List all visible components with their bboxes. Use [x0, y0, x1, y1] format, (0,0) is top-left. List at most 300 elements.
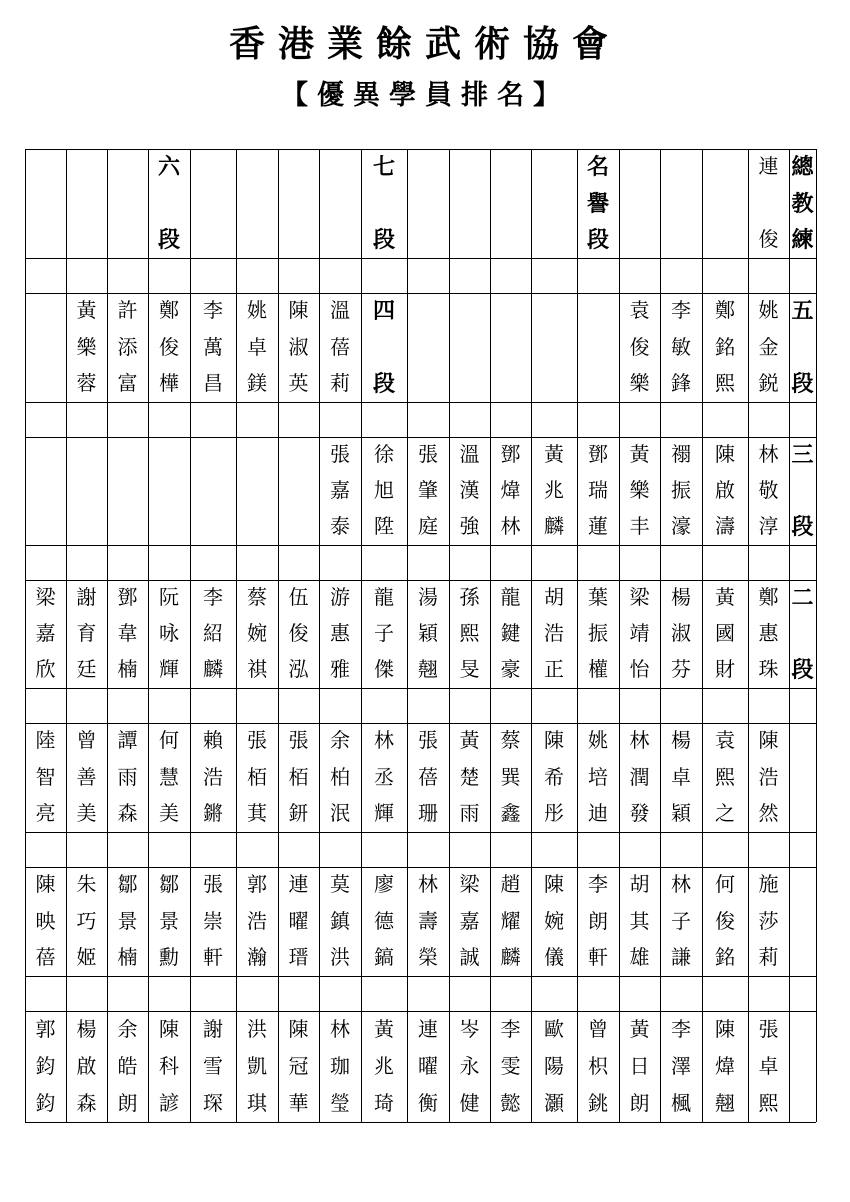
member-name-char: 陳: [715, 1016, 735, 1041]
member-name-char: 崇: [203, 908, 223, 933]
member-name-char: 陳: [544, 872, 564, 897]
table-hline: [25, 867, 816, 868]
member-name-char: 雯: [500, 1053, 521, 1078]
member-name-char: 李: [500, 1016, 521, 1041]
member-name-char: 壽: [418, 908, 438, 933]
table-hline: [25, 1011, 816, 1012]
member-name-char: 樂: [76, 334, 97, 359]
member-name-char: 婉: [247, 621, 267, 645]
member-name-char: 莎: [758, 908, 779, 933]
member-name-char: 翹: [418, 657, 438, 681]
member-name-char: 富: [117, 370, 138, 395]
member-name-char: 張: [418, 728, 438, 753]
member-name-char: 軒: [203, 944, 223, 969]
member-name-char: 張: [288, 728, 309, 753]
member-name-char: 曜: [288, 908, 309, 933]
member-name-char: 陳: [758, 728, 779, 753]
member-name-char: 鍵: [500, 621, 521, 645]
member-name-char: 樂: [629, 478, 650, 502]
member-name-char: 熙: [715, 370, 735, 395]
member-name-char: 梁: [629, 585, 650, 609]
member-name-char: 麟: [544, 514, 564, 538]
member-name-char: 巽: [500, 764, 521, 789]
member-name-char: 育: [76, 621, 97, 645]
member-name-char: 張: [247, 728, 267, 753]
member-name-char: 孫: [459, 585, 480, 609]
member-name-char: 鄭: [758, 585, 779, 609]
rank-label-char: 三: [791, 442, 814, 468]
member-name-char: 雨: [117, 764, 138, 789]
rank-label-char: 段: [586, 226, 609, 253]
member-name-char: 李: [671, 298, 691, 323]
member-name-char: 傑: [374, 657, 394, 681]
member-name-char: 枳: [588, 1053, 608, 1078]
rank-label-char: 五: [791, 298, 814, 325]
member-name-char: 鋒: [671, 370, 691, 395]
member-name-char: 華: [288, 1090, 309, 1115]
page-subtitle: 【優異學員排名】: [281, 80, 569, 111]
member-name-char: 兆: [544, 478, 564, 502]
member-name-char: 卓: [758, 1053, 779, 1078]
member-name-char: 培: [588, 764, 608, 789]
rank-label-char: 段: [791, 657, 814, 683]
member-name-char: 鏘: [203, 800, 223, 825]
table-hline: [25, 545, 816, 546]
member-name-char: 楠: [117, 657, 138, 681]
member-name-char: 林: [500, 514, 521, 538]
member-name-char: 鈞: [35, 1090, 56, 1115]
member-name-char: 趙: [500, 872, 521, 897]
member-name-char: 冠: [288, 1053, 309, 1078]
member-name-char: 余: [117, 1016, 138, 1041]
member-name-char: 姚: [588, 728, 608, 753]
member-name-char: 蓮: [588, 514, 608, 538]
table-hline: [25, 832, 816, 833]
member-name-char: 禤: [671, 442, 691, 466]
member-name-char: 鎬: [374, 944, 394, 969]
member-name-char: 咏: [159, 621, 179, 645]
table-vline: [816, 149, 817, 1122]
member-name-char: 陳: [288, 298, 309, 323]
rank-label-char: 教: [791, 190, 814, 217]
member-name-char: 鎮: [330, 908, 350, 933]
member-name-char: 湯: [418, 585, 438, 609]
member-name-char: 李: [203, 585, 223, 609]
member-name-char: 梁: [35, 585, 56, 609]
rank-label-char: 段: [157, 226, 180, 253]
member-name-char: 泓: [288, 657, 309, 681]
member-name-char: 景: [117, 908, 138, 933]
member-name-char: 然: [758, 800, 779, 825]
member-name-char: 莉: [758, 944, 779, 969]
table-hline: [25, 437, 816, 438]
member-name-char: 黃: [544, 442, 564, 466]
table-hline: [25, 580, 816, 581]
member-name-char: 余: [330, 728, 350, 753]
member-name-char: 陳: [35, 872, 56, 897]
table-hline: [25, 293, 816, 294]
member-name-char: 美: [159, 800, 179, 825]
member-name-char: 黃: [374, 1016, 394, 1041]
member-name-char: 國: [715, 621, 735, 645]
member-name-char: 瀚: [247, 944, 267, 969]
member-name-char: 曾: [588, 1016, 608, 1041]
member-name-char: 瑞: [588, 478, 608, 502]
rank-label-char: 段: [372, 226, 395, 253]
member-name-char: 彤: [544, 800, 564, 825]
member-name-char: 郭: [35, 1016, 56, 1041]
member-name-char: 黃: [629, 1016, 650, 1041]
member-name-char: 朗: [629, 1090, 650, 1115]
member-name-char: 楊: [671, 585, 691, 609]
member-name-char: 萁: [247, 800, 267, 825]
member-name-char: 健: [459, 1090, 480, 1115]
member-name-char: 泯: [330, 800, 350, 825]
member-name-char: 游: [330, 585, 350, 609]
member-name-char: 譚: [117, 728, 138, 753]
member-name-char: 振: [671, 478, 691, 502]
member-name-char: 慧: [159, 764, 179, 789]
member-name-char: 林: [671, 872, 691, 897]
member-name-char: 蓓: [330, 334, 350, 359]
member-name-char: 權: [588, 657, 608, 681]
member-name-char: 鑫: [500, 800, 521, 825]
member-name-char: 李: [203, 298, 223, 323]
member-name-char: 袁: [715, 728, 735, 753]
member-name-char: 敏: [671, 334, 691, 359]
member-name-char: 勳: [159, 944, 179, 969]
member-name-char: 煒: [715, 1053, 735, 1078]
member-name-char: 旻: [459, 657, 480, 681]
member-name-char: 強: [459, 514, 480, 538]
member-name-char: 鄧: [117, 585, 138, 609]
member-name-char: 謝: [203, 1016, 223, 1041]
member-name-char: 俊: [288, 621, 309, 645]
member-name-char: 林: [374, 728, 394, 753]
member-name-char: 朗: [588, 908, 608, 933]
table-hline: [25, 1122, 816, 1123]
member-name-char: 輝: [159, 657, 179, 681]
member-name-char: 俊: [715, 908, 735, 933]
member-name-char: 鄧: [588, 442, 608, 466]
member-name-char: 豪: [500, 657, 521, 681]
member-name-char: 何: [159, 728, 179, 753]
member-name-char: 林: [758, 442, 779, 466]
rank-label-char: 練: [791, 226, 814, 253]
member-name-char: 欣: [35, 657, 56, 681]
member-name-char: 森: [117, 800, 138, 825]
member-name-char: 浩: [247, 908, 267, 933]
member-name-char: 潤: [629, 764, 650, 789]
member-name-char: 浩: [203, 764, 223, 789]
member-name-char: 陳: [715, 442, 735, 466]
member-name-char: 榮: [418, 944, 438, 969]
member-name-char: 莫: [330, 872, 350, 897]
member-name-char: 姚: [247, 298, 267, 323]
ranking-table: [25, 149, 816, 1122]
member-name-char: 熙: [459, 621, 480, 645]
member-name-char: 葉: [588, 585, 608, 609]
rank-label-char: 總: [791, 154, 814, 181]
member-name-char: 映: [35, 908, 56, 933]
member-name-char: 張: [758, 1016, 779, 1041]
member-name-char: 溫: [330, 298, 350, 323]
member-name-char: 黃: [629, 442, 650, 466]
member-name-char: 徐: [374, 442, 394, 466]
member-name-char: 陞: [374, 514, 394, 538]
rank-label-char: 段: [372, 370, 395, 397]
member-name-char: 英: [288, 370, 309, 395]
member-name-char: 鄧: [500, 442, 521, 466]
table-hline: [25, 402, 816, 403]
member-name-char: 曾: [76, 728, 97, 753]
member-name-char: 婉: [544, 908, 564, 933]
rank-label-char: 名: [586, 154, 609, 181]
member-name-char: 張: [203, 872, 223, 897]
member-name-char: 伍: [288, 585, 309, 609]
member-name-char: 蓉: [76, 370, 97, 395]
member-name-char: 俊: [758, 226, 779, 251]
member-name-char: 鈃: [288, 800, 309, 825]
member-name-char: 袁: [629, 298, 650, 323]
member-name-char: 賴: [203, 728, 223, 753]
member-name-char: 庭: [418, 514, 438, 538]
member-name-char: 熙: [715, 764, 735, 789]
member-name-char: 肇: [418, 478, 438, 502]
member-name-char: 楓: [671, 1090, 691, 1115]
member-name-char: 梁: [459, 872, 480, 897]
member-name-char: 蓓: [418, 764, 438, 789]
member-name-char: 浩: [544, 621, 564, 645]
member-name-char: 龍: [500, 585, 521, 609]
member-name-char: 灝: [544, 1090, 564, 1115]
member-name-char: 凱: [247, 1053, 267, 1078]
member-name-char: 卓: [247, 334, 267, 359]
member-name-char: 祺: [247, 657, 267, 681]
member-name-char: 樂: [629, 370, 650, 395]
member-name-char: 珈: [330, 1053, 350, 1078]
member-name-char: 穎: [418, 621, 438, 645]
member-name-char: 皓: [117, 1053, 138, 1078]
member-name-char: 淑: [671, 621, 691, 645]
member-name-char: 澤: [671, 1053, 691, 1078]
member-name-char: 琛: [203, 1090, 223, 1115]
table-hline: [25, 723, 816, 724]
member-name-char: 琦: [374, 1090, 394, 1115]
member-name-char: 廷: [76, 657, 97, 681]
member-name-char: 陸: [35, 728, 56, 753]
member-name-char: 李: [588, 872, 608, 897]
member-name-char: 永: [459, 1053, 480, 1078]
member-name-char: 紹: [203, 621, 223, 645]
member-name-char: 漢: [459, 478, 480, 502]
member-name-char: 子: [671, 908, 691, 933]
member-name-char: 俊: [159, 334, 179, 359]
member-name-char: 鈞: [35, 1053, 56, 1078]
member-name-char: 胡: [544, 585, 564, 609]
member-name-char: 嘉: [35, 621, 56, 645]
member-name-char: 黃: [76, 298, 97, 323]
member-name-char: 鄭: [159, 298, 179, 323]
member-name-char: 鄭: [715, 298, 735, 323]
member-name-char: 巧: [76, 908, 97, 933]
member-name-char: 鎂: [247, 370, 267, 395]
member-name-char: 子: [374, 621, 394, 645]
member-name-char: 連: [418, 1016, 438, 1041]
member-name-char: 朱: [76, 872, 97, 897]
member-name-char: 煒: [500, 478, 521, 502]
member-name-char: 鄒: [159, 872, 179, 897]
member-name-char: 曜: [418, 1053, 438, 1078]
member-name-char: 怡: [629, 657, 650, 681]
member-name-char: 許: [117, 298, 138, 323]
member-name-char: 輝: [374, 800, 394, 825]
member-name-char: 金: [758, 334, 779, 359]
member-name-char: 銘: [715, 334, 735, 359]
member-name-char: 懿: [500, 1090, 521, 1115]
member-name-char: 姬: [76, 944, 97, 969]
member-name-char: 廖: [374, 872, 394, 897]
member-name-char: 鄒: [117, 872, 138, 897]
member-name-char: 啟: [715, 478, 735, 502]
member-name-char: 連: [288, 872, 309, 897]
member-name-char: 雪: [203, 1053, 223, 1078]
member-name-char: 琪: [247, 1090, 267, 1115]
member-name-char: 楠: [117, 944, 138, 969]
member-name-char: 日: [629, 1053, 650, 1078]
member-name-char: 濤: [715, 514, 735, 538]
member-name-char: 雄: [629, 944, 650, 969]
member-name-char: 科: [159, 1053, 179, 1078]
member-name-char: 銘: [715, 944, 735, 969]
member-name-char: 穎: [671, 800, 691, 825]
member-name-char: 瑨: [288, 944, 309, 969]
member-name-char: 銚: [588, 1090, 608, 1115]
member-name-char: 卓: [671, 764, 691, 789]
rank-label-char: 四: [372, 298, 395, 325]
member-name-char: 迪: [588, 800, 608, 825]
member-name-char: 胡: [629, 872, 650, 897]
member-name-char: 瑩: [330, 1090, 350, 1115]
member-name-char: 洪: [330, 944, 350, 969]
member-name-char: 惠: [758, 621, 779, 645]
member-name-char: 珠: [758, 657, 779, 681]
member-name-char: 謙: [671, 944, 691, 969]
member-name-char: 雅: [330, 657, 350, 681]
member-name-char: 麟: [500, 944, 521, 969]
rank-label-char: 段: [791, 514, 814, 540]
member-name-char: 濠: [671, 514, 691, 538]
member-name-char: 陽: [544, 1053, 564, 1078]
member-name-char: 柏: [330, 764, 350, 789]
rank-label-char: 七: [372, 154, 395, 181]
member-name-char: 淳: [758, 514, 779, 538]
member-name-char: 亮: [35, 800, 56, 825]
member-name-char: 智: [35, 764, 56, 789]
member-name-char: 麟: [203, 657, 223, 681]
member-name-char: 淑: [288, 334, 309, 359]
member-name-char: 何: [715, 872, 735, 897]
member-name-char: 美: [76, 800, 97, 825]
member-name-char: 楊: [671, 728, 691, 753]
member-name-char: 之: [715, 800, 735, 825]
member-name-char: 敬: [758, 478, 779, 502]
member-name-char: 陳: [288, 1016, 309, 1041]
member-name-char: 萬: [203, 334, 223, 359]
member-name-char: 振: [588, 621, 608, 645]
member-name-char: 嘉: [459, 908, 480, 933]
member-name-char: 惠: [330, 621, 350, 645]
member-name-char: 張: [418, 442, 438, 466]
rank-label-char: 譽: [586, 190, 609, 217]
member-name-char: 連: [758, 154, 779, 179]
member-name-char: 衡: [418, 1090, 438, 1115]
member-name-char: 誠: [459, 944, 480, 969]
member-name-char: 儀: [544, 944, 564, 969]
member-name-char: 德: [374, 908, 394, 933]
member-name-char: 施: [758, 872, 779, 897]
table-hline: [25, 688, 816, 689]
member-name-char: 翹: [715, 1090, 735, 1115]
member-name-char: 添: [117, 334, 138, 359]
table-hline: [25, 258, 816, 259]
member-name-char: 發: [629, 800, 650, 825]
member-name-char: 陳: [159, 1016, 179, 1041]
member-name-char: 浩: [758, 764, 779, 789]
member-name-char: 栢: [288, 764, 309, 789]
member-name-char: 溫: [459, 442, 480, 466]
member-name-char: 熙: [758, 1090, 779, 1115]
member-name-char: 正: [544, 657, 564, 681]
member-name-char: 雨: [459, 800, 480, 825]
member-name-char: 諺: [159, 1090, 179, 1115]
member-name-char: 林: [418, 872, 438, 897]
member-name-char: 岑: [459, 1016, 480, 1041]
member-name-char: 芬: [671, 657, 691, 681]
member-name-char: 軒: [588, 944, 608, 969]
member-name-char: 陳: [544, 728, 564, 753]
member-name-char: 蓓: [35, 944, 56, 969]
member-name-char: 森: [76, 1090, 97, 1115]
rank-label-char: 六: [157, 154, 180, 181]
table-hline: [25, 976, 816, 977]
member-name-char: 張: [330, 442, 350, 466]
rank-label-char: 二: [791, 585, 814, 611]
member-name-char: 洪: [247, 1016, 267, 1041]
member-name-char: 泰: [330, 514, 350, 538]
member-name-char: 楊: [76, 1016, 97, 1041]
member-name-char: 郭: [247, 872, 267, 897]
member-name-char: 歐: [544, 1016, 564, 1041]
member-name-char: 靖: [629, 621, 650, 645]
member-name-char: 韋: [117, 621, 138, 645]
member-name-char: 林: [629, 728, 650, 753]
member-name-char: 謝: [76, 585, 97, 609]
member-name-char: 鋭: [758, 370, 779, 395]
member-name-char: 李: [671, 1016, 691, 1041]
rank-label-char: 段: [791, 370, 814, 397]
member-name-char: 珊: [418, 800, 438, 825]
member-name-char: 嘉: [330, 478, 350, 502]
member-name-char: 林: [330, 1016, 350, 1041]
member-name-char: 丰: [629, 514, 650, 538]
member-name-char: 景: [159, 908, 179, 933]
member-name-char: 昌: [203, 370, 223, 395]
member-name-char: 蔡: [247, 585, 267, 609]
member-name-char: 財: [715, 657, 735, 681]
member-name-char: 黃: [715, 585, 735, 609]
member-name-char: 樺: [159, 370, 179, 395]
